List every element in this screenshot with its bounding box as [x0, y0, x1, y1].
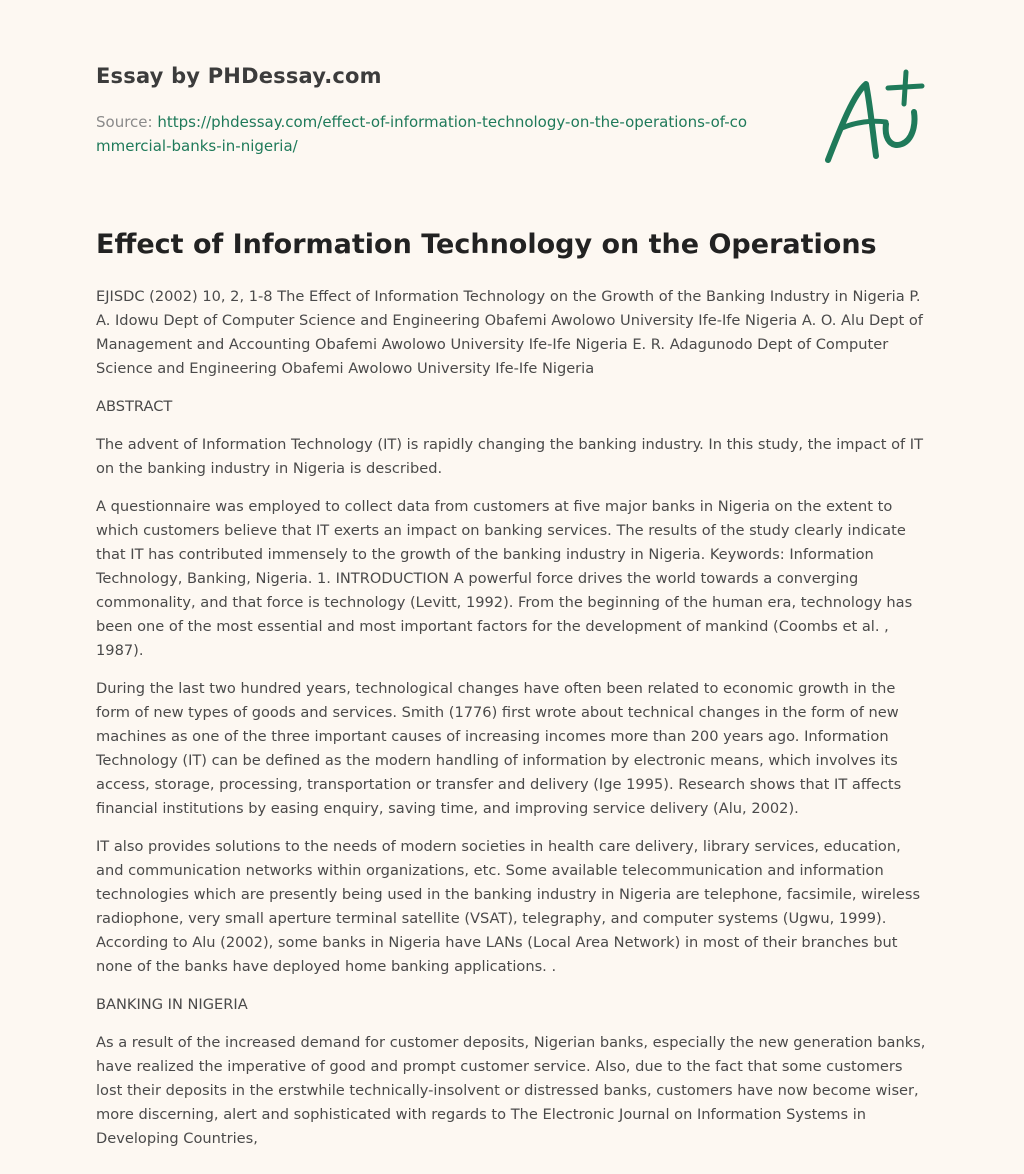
source-line	[96, 110, 756, 158]
paragraph: During the last two hundred years, technological changes have often been related to economic growth in the form of new types of goods and services. Smith (1776) first wrote about technical changes in the form of new machines as one of the three important causes of increasing incomes more than 200 years ago. Information Technology (IT) can be defined as the modern handling of information by electronic means, which involves its access, storage, processing, transportation or transfer and delivery (Ige 1995). Research shows that IT affects financial institutions by easing enquiry, saving time, and improving service delivery (Alu, 2002).	[96, 680, 902, 817]
paragraph: The advent of Information Technology (IT) is rapidly changing the banking industry. In this study, the impact of IT on the banking industry in Nigeria is described.	[96, 436, 924, 477]
section-heading-banking: BANKING IN NIGERIA	[96, 996, 248, 1013]
paragraph-authors: EJISDC (2002) 10, 2, 1-8 The Effect of Information Technology on the Growth of the Banking Industry in Nigeria P. A. Idowu Dept of Computer Science and Engineering Obafemi Awolowo University Ife-Ife Nigeria A. O. Alu Dept of Management and Accounting Obafemi Awolowo University Ife-Ife Nigeria E. R. Adagunodo Dept of Computer Science and Engineering Obafemi Awolowo University Ife-Ife Nigeria	[96, 288, 923, 377]
paragraph: A questionnaire was employed to collect data from customers at five major banks in Nigeria on the extent to which customers believe that IT exerts an impact on banking services. The results of the study clearly indicate that IT has contributed immensely to the growth of the banking industry in Nigeria. Keywords: Information Technology, Banking, Nigeria. 1. INTRODUCTION A powerful force drives the world towards a converging commonality, and that force is technology (Levitt, 1992). From the beginning of the human era, technology has been one of the most essential and most important factors for the development of mankind (Coombs et al. , 1987).	[96, 498, 913, 659]
essay-body	[96, 285, 932, 1165]
source-label: Source:	[96, 113, 153, 131]
source-link[interactable]: https://phdessay.com/effect-of-information-technology-on-the-operations-of-commercial-banks-in-nigeria/	[96, 113, 748, 155]
essay-title: Effect of Information Technology on the Operations	[96, 229, 877, 260]
paragraph: As a result of the increased demand for customer deposits, Nigerian banks, especially the new generation banks, have realized the imperative of good and prompt customer service. Also, due to the fact that some customers lost their deposits in the erstwhile technically-insolvent or distressed banks, customers have now become wiser, more discerning, alert and sophisticated with regards to The Electronic Journal on Information Systems in Developing Countries,	[96, 1034, 926, 1147]
a-plus-grade-icon	[820, 64, 930, 174]
section-heading-abstract: ABSTRACT	[96, 398, 173, 415]
paragraph: IT also provides solutions to the needs of modern societies in health care delivery, library services, education, and communication networks within organizations, etc. Some available telecommunication and information technologies which are presently being used in the banking industry in Nigeria are telephone, facsimile, wireless radiophone, very small aperture terminal satellite (VSAT), telegraphy, and computer systems (Ugwu, 1999). According to Alu (2002), some banks in Nigeria have LANs (Local Area Network) in most of their branches but none of the banks have deployed home banking applications. .	[96, 838, 921, 975]
site-brand: Essay by PHDessay.com	[96, 64, 382, 88]
